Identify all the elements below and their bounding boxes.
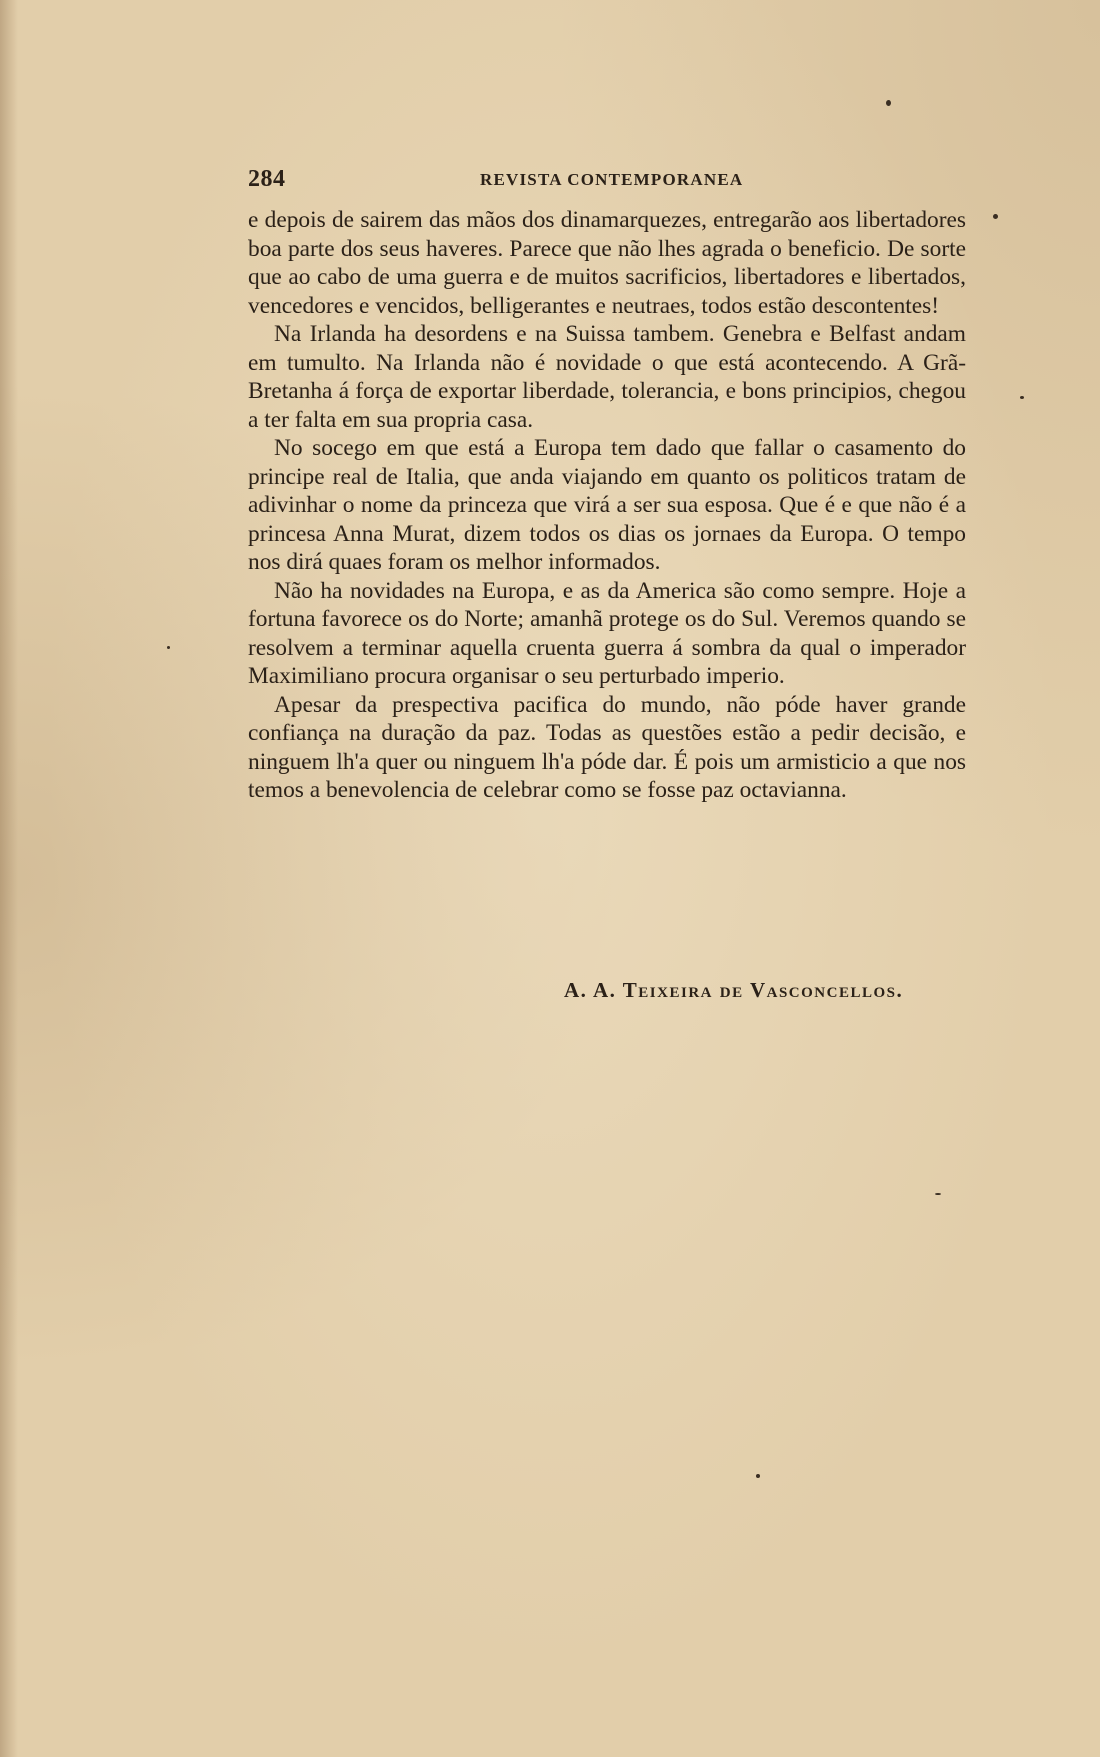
paper-speck bbox=[993, 214, 998, 219]
paragraph-5: Apesar da prespectiva pacifica do mundo, não póde haver grande confiança na duração da paz. Todas as questões estão a pedir decisão, e ninguem lh'a quer ou ninguem lh'a póde dar. É pois um armisticio a que nos temos a benevolencia de celebrar como se fosse paz octavianna. bbox=[248, 691, 966, 803]
paper-speck bbox=[886, 100, 891, 106]
running-head bbox=[248, 166, 968, 196]
page-number: 284 bbox=[248, 166, 286, 192]
author-signature: A. A. Teixeira de Vasconcellos. bbox=[564, 978, 904, 1002]
paper-speck bbox=[1020, 396, 1024, 399]
article-body bbox=[248, 206, 966, 805]
paragraph-3: No socego em que está a Europa tem dado que fallar o casamento do principe real de Italia, que anda viajando em quanto os politicos tratam de adivinhar o nome da princeza que virá a ser sua esposa. Que é e que não é a princesa Anna Murat, dizem todos os dias os jornaes da Europa. O tempo nos dirá quaes foram os melhor informados. bbox=[248, 435, 966, 575]
paragraph-2: Na Irlanda ha desordens e na Suissa tambem. Genebra e Belfast andam em tumulto. Na Irlanda não é novidade o que está acontecendo. A Grã-Bretanha á força de exportar liberdade, tolerancia, e bons principios, chegou a ter falta em sua propria casa. bbox=[248, 321, 966, 433]
paper-speck bbox=[756, 1474, 760, 1478]
paragraph-4: Não ha novidades na Europa, e as da America são como sempre. Hoje a fortuna favorece os do Norte; amanhã protege os do Sul. Veremos quando se resolvem a terminar aquella cruenta guerra á sombra da qual o imperador Maximiliano procura organisar o seu perturbado imperio. bbox=[248, 577, 966, 689]
paper-speck bbox=[167, 646, 170, 649]
page-spine-shadow bbox=[0, 0, 18, 1757]
paragraph-1: e depois de sairem das mãos dos dinamarquezes, entregarão aos libertadores boa parte dos seus haveres. Parece que não lhes agrada o beneficio. De sorte que ao cabo de uma guerra e de muitos sacrificios, libertadores e libertados, vencedores e vencidos, belligerantes e neutraes, todos estão descontentes! bbox=[248, 207, 966, 319]
paper-speck bbox=[935, 1193, 941, 1195]
journal-title: REVISTA CONTEMPORANEA bbox=[480, 170, 744, 189]
